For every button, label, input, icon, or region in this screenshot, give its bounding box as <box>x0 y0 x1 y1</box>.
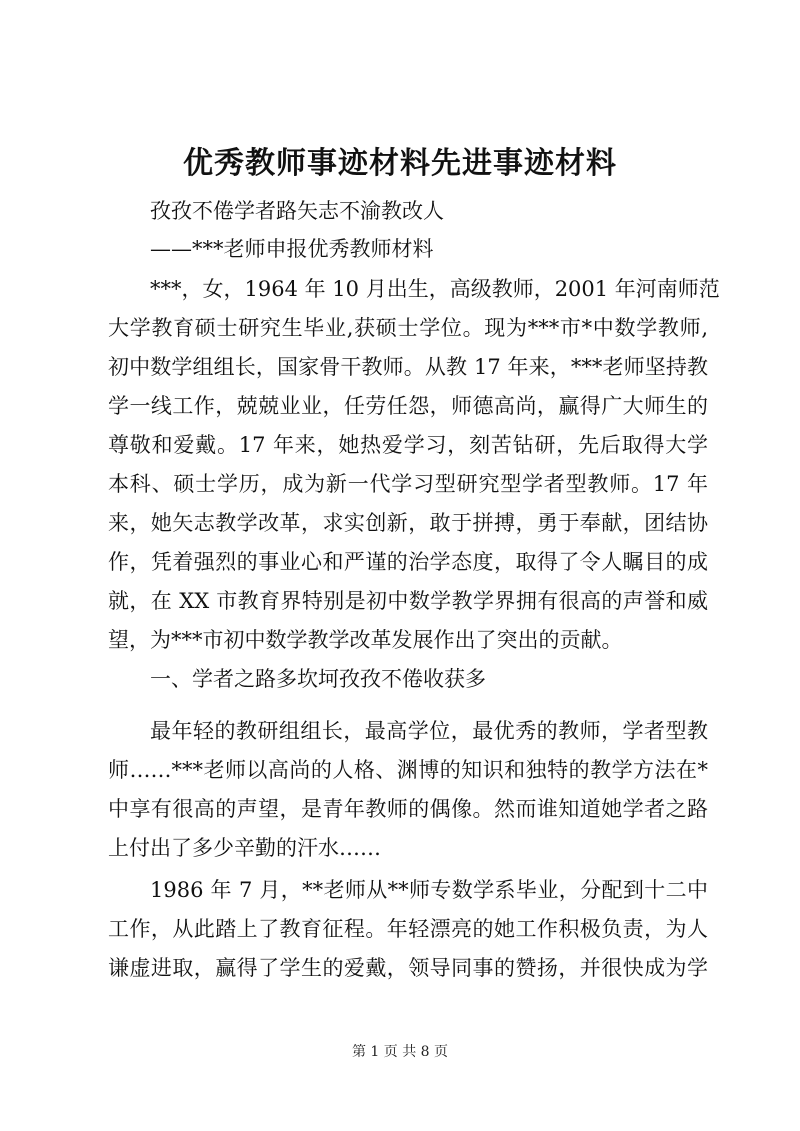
section-heading: 一、学者之路多坎坷孜孜不倦收获多 <box>150 667 486 691</box>
paragraph-line: 1986 年 7 月，**老师从**师专数学系毕业，分配到十二中 <box>150 878 708 902</box>
paragraph-line: 来，她矢志教学改革，求实创新，敢于拼搏，勇于奉献，团结协 <box>108 511 708 535</box>
document-title: 优秀教师事迹材料先进事迹材料 <box>183 146 617 181</box>
paragraph-line: 大学教育硕士研究生毕业,获硕士学位。现为***市*中数学教师, <box>108 316 708 340</box>
paragraph-line: 谦虚进取，赢得了学生的爱戴，领导同事的赞扬，并很快成为学 <box>108 956 708 980</box>
paragraph-line: ***，女，1964 年 10 月出生，高级教师，2001 年河南师范 <box>150 277 720 301</box>
paragraph-line: 初中数学组组长，国家骨干教师。从教 17 年来，***老师坚持教 <box>108 355 708 379</box>
paragraph-line: 师……***老师以高尚的人格、渊博的知识和独特的教学方法在* <box>108 758 708 782</box>
paragraph-line: 尊敬和爱戴。17 年来，她热爱学习，刻苦钻研，先后取得大学 <box>108 433 708 457</box>
paragraph-line: 学一线工作，兢兢业业，任劳任怨，师德高尚，赢得广大师生的 <box>108 394 708 418</box>
paragraph-line: 工作，从此踏上了教育征程。年轻漂亮的她工作积极负责，为人 <box>108 917 708 941</box>
paragraph-line: 望，为***市初中数学教学改革发展作出了突出的贡献。 <box>108 628 623 652</box>
paragraph-line: 最年轻的教研组组长，最高学位，最优秀的教师，学者型教 <box>150 719 708 743</box>
paragraph-line: 上付出了多少辛勤的汗水…… <box>108 836 381 860</box>
paragraph-line: 中享有很高的声望，是青年教师的偶像。然而谁知道她学者之路 <box>108 797 708 821</box>
paragraph-line: 就，在 XX 市教育界特别是初中数学教学界拥有很高的声誉和威 <box>108 589 708 613</box>
paragraph-line: 本科、硕士学历，成为新一代学习型研究型学者型教师。17 年 <box>108 472 708 496</box>
subtitle: 孜孜不倦学者路矢志不渝教改人 <box>150 199 444 223</box>
paragraph-line: 作，凭着强烈的事业心和严谨的治学态度，取得了令人瞩目的成 <box>108 550 708 574</box>
byline: ——***老师申报优秀教师材料 <box>150 237 434 261</box>
page-number-footer: 第 1 页 共 8 页 <box>351 1044 449 1060</box>
